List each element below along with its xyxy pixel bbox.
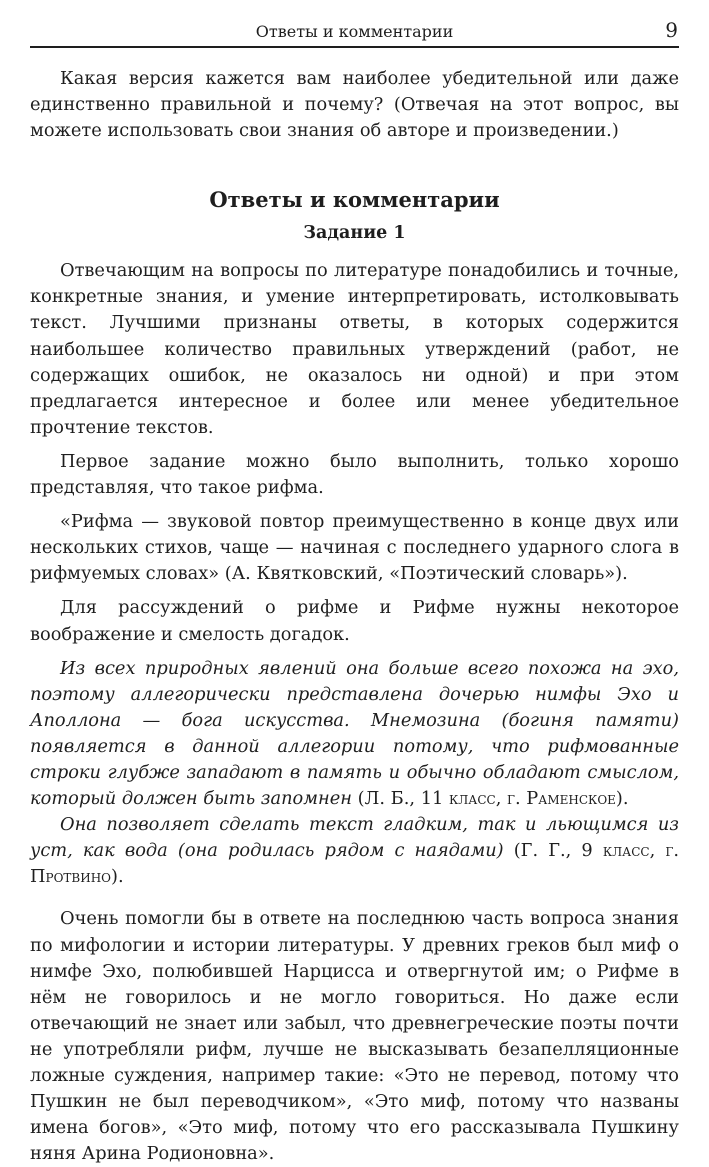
paragraph-3: «Рифма — звуковой повтор преимущественно в конце двух или нескольких стихов, чаще — начиная с последнего ударного слога в рифмуемых словах» (А. Квятковский, «Поэтический словарь»). [30, 511, 679, 585]
paragraph-5: Очень помогли бы в ответе на последнюю часть вопроса знания по мифологии и истории литературы. У древних греков был миф о нимфе Эхо, полюбившей Нарцисса и отвергнутой им; о Рифме в нём не говорилось и не могло говориться. Но даже если отвечающий не знает или забыл, что древнегреческие поэты почти не употребляли рифм, лучше не высказывать безапелляционные ложные суждения, например такие: «Это не перевод, потому что Пушкин не был переводчиком», «Это миф, потому что названы имена богов», «Это миф, потому что его рассказывала Пушкину няня Арина Родионовна». [30, 908, 679, 1165]
quote-2 [30, 812, 679, 890]
paragraph-2: Первое задание можно было выполнить, только хорошо представляя, что такое рифма. [30, 450, 679, 499]
page-number: 9 [665, 18, 678, 42]
section-title: Ответы и комментарии [209, 187, 500, 213]
task-title: Задание 1 [303, 223, 406, 244]
quote-2-source: (Г. Г., 9 класс, г. Протвино). [30, 840, 679, 888]
quote-2-text: Она позволяет сделать текст гладким, так и льющимся из уст, как вода (она родилась рядом с наядами) [30, 814, 679, 862]
page-header [30, 18, 679, 48]
quote-1-text: Из всех природных явлений она больше всего похожа на эхо, поэтому аллегорически представлена дочерью нимфы Эхо и Аполлона — бога искусства. Мнемозина (богиня памяти) появляется в данной аллегории потому, что рифмованные строки глубже западают в память и обычно обладают смыслом, который должен быть запомнен [30, 657, 679, 810]
quote-1-source: (Л. Б., 11 класс, г. Раменское). [357, 788, 629, 810]
quote-1 [30, 656, 679, 813]
running-title: Ответы и комментарии [255, 22, 454, 41]
page-body [30, 66, 679, 1167]
paragraph-1: Отвечающим на вопросы по литературе понадобились и точные, конкретные знания, и умение интерпретировать, истолковывать текст. Лучшими признаны ответы, в которых содержится наибольшее количество правильных утверждений (работ, не содержащих ошибок, не оказалось ни одной) и при этом предлагается интересное и более или менее убедительное прочтение текстов. [30, 260, 679, 438]
intro-paragraph: Какая версия кажется вам наиболее убедительной или даже единственно правильной и почему? (Отвечая на этот вопрос, вы можете использовать свои знания об авторе и произведении.) [30, 68, 679, 142]
paragraph-4: Для рассуждений о рифме и Рифме нужны некоторое воображение и смелость догадок. [30, 597, 679, 645]
